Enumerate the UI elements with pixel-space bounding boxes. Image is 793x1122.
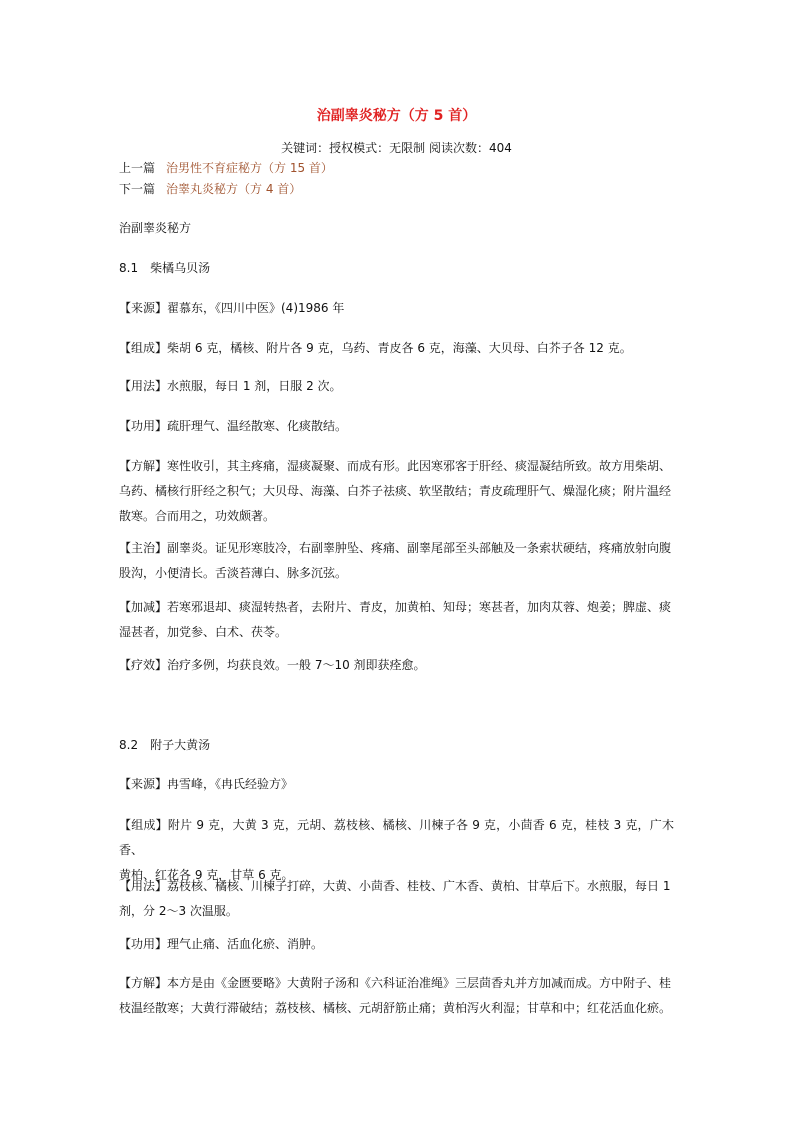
s1-modification: [119, 595, 674, 645]
s2-function: 【功用】理气止痛、活血化瘀、消肿。: [119, 937, 324, 951]
s2-composition-line-2: 黄柏、红花各 9 克，甘草 6 克。: [119, 868, 294, 882]
page-title: 治副睾炎秘方（方 5 首）: [316, 108, 477, 124]
next-article-nav: [119, 180, 301, 198]
prev-article-link[interactable]: 治男性不育症秘方（方 15 首）: [166, 161, 333, 175]
section-title-8-1: 8.1 柴橘乌贝汤: [119, 261, 211, 275]
s1-efficacy: 【疗效】治疗多例，均获良效。一般 7～10 剂即获痊愈。: [119, 658, 426, 672]
s1-analysis-line-1: 【方解】寒性收引，其主疼痛，湿痰凝聚、而成有形。此因寒邪客于肝经、痰湿凝结所致。故方用柴胡、: [119, 459, 672, 473]
content-heading: 治副睾炎秘方: [119, 221, 192, 235]
s1-usage: 【用法】水煎服，每日 1 剂，日服 2 次。: [119, 379, 342, 393]
s1-source: 【来源】翟慕东，《四川中医》(4)1986 年: [119, 301, 345, 315]
section-title-8-2: 8.2 附子大黄汤: [119, 738, 211, 752]
s1-analysis-line-2: 乌药、橘核行肝经之积气；大贝母、海藻、白芥子祛痰、软坚散结；青皮疏理肝气、燥湿化痰；附片温经: [119, 484, 672, 498]
s2-usage-line-1: 【用法】荔枝核、橘核、川楝子打碎，大黄、小茴香、桂枝、广木香、黄柏、甘草后下。水煎服，每日 1: [119, 879, 671, 893]
s1-function: 【功用】疏肝理气、温经散寒、化痰散结。: [119, 419, 348, 433]
s2-usage: [119, 874, 674, 924]
s1-indication: [119, 536, 674, 586]
s1-analysis-line-3: 散寒。合而用之，功效颇著。: [119, 509, 276, 523]
s1-indication-line-1: 【主治】副睾炎。证见形寒肢冷，右副睾肿坠、疼痛、副睾尾部至头部触及一条索状硬结，疼痛放射向腹: [119, 541, 672, 555]
s1-modification-line-1: 【加减】若寒邪退却、痰湿转热者，去附片、青皮，加黄柏、知母；寒甚者，加肉苁蓉、炮姜；脾虚、痰: [119, 600, 672, 614]
s1-analysis: [119, 454, 674, 529]
next-label: 下一篇: [119, 182, 156, 196]
prev-label: 上一篇: [119, 161, 156, 175]
s2-usage-line-2: 剂，分 2～3 次温服。: [119, 904, 238, 918]
s2-analysis-line-1: 【方解】本方是由《金匮要略》大黄附子汤和《六科证治准绳》三层茴香丸并方加减而成。方中附子、桂: [119, 976, 672, 990]
s2-source: 【来源】冉雪峰，《冉氏经验方》: [119, 777, 294, 791]
s1-modification-line-2: 湿甚者，加党参、白术、茯苓。: [119, 625, 288, 639]
s2-composition-line-1: 【组成】附片 9 克，大黄 3 克，元胡、荔枝核、橘核、川楝子各 9 克，小茴香 6 克，桂枝 3 克，广木香、: [119, 818, 674, 857]
s1-composition: 【组成】柴胡 6 克，橘核、附片各 9 克，乌药、青皮各 6 克，海藻、大贝母、白芥子各 12 克。: [119, 341, 632, 355]
prev-article-nav: [119, 159, 333, 177]
s2-analysis-line-2: 枝温经散寒；大黄行滞破结；荔枝核、橘核、元胡舒筋止痛；黄柏泻火利湿；甘草和中；红花活血化瘀。: [119, 1001, 672, 1015]
s2-analysis: [119, 971, 674, 1021]
s1-indication-line-2: 股沟，小便清长。舌淡苔薄白、脉多沉弦。: [119, 566, 348, 580]
next-article-link[interactable]: 治睾丸炎秘方（方 4 首）: [166, 182, 302, 196]
article-meta: 关键词：授权模式：无限制 阅读次数：404: [281, 141, 512, 155]
